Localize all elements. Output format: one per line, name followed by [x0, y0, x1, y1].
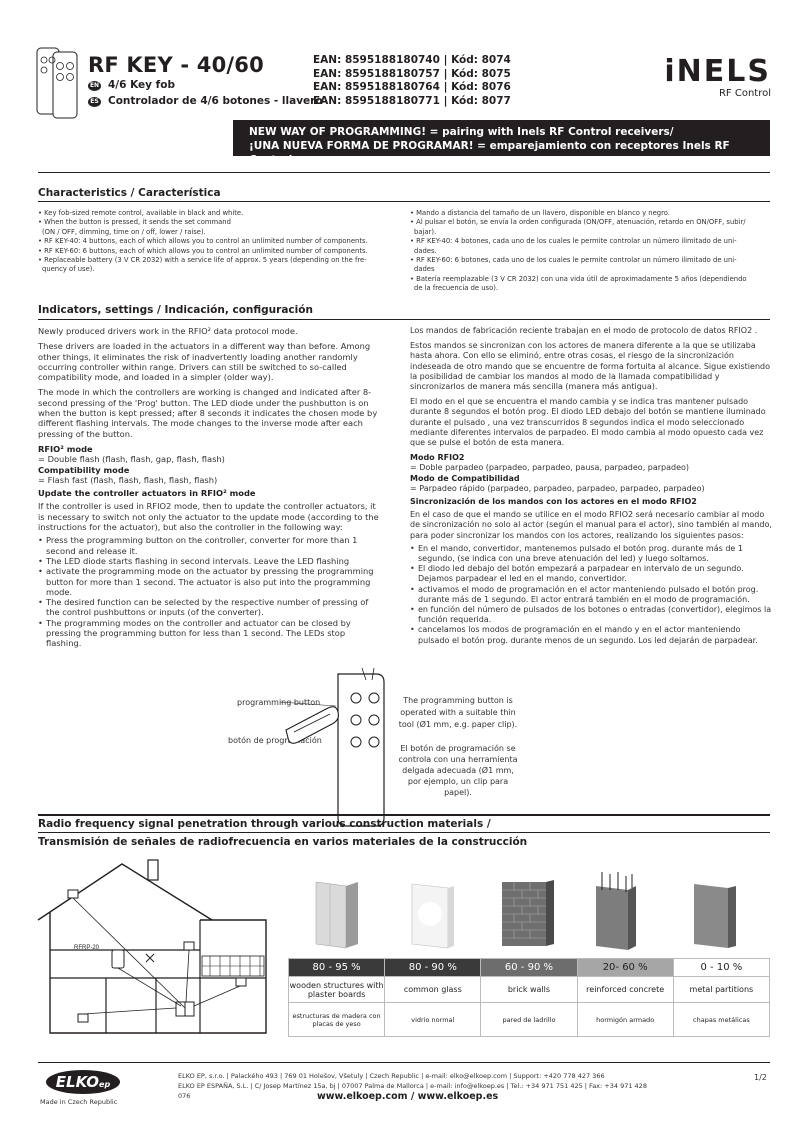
- material-es-cell: vidrio normal: [385, 1003, 481, 1037]
- material-es-cell: pared de ladrillo: [481, 1003, 577, 1037]
- house-signal-diagram: [36, 858, 280, 1036]
- radio-heading-es: Transmisión de señales de radiofrecuencia en varios materiales de la construcción: [38, 836, 528, 848]
- list-item: • Press the programming button on the controller, converter for more than 1 second and release it.: [38, 535, 380, 556]
- divider: [38, 814, 770, 816]
- list-item: • activate the programming mode on the actuator by pressing the programming button for more than 1 second. The actuator is also put into the programming mode.: [38, 566, 380, 597]
- divider: [38, 832, 770, 833]
- list-item: • The programming modes on the controller and actuator can be closed by pressing the programming button for less than 1 second. The LEDs stop flashing.: [38, 618, 380, 649]
- es-flag-badge: ES: [88, 97, 101, 107]
- pct-cell: 0 - 10 %: [673, 959, 769, 977]
- divider: [38, 1062, 770, 1063]
- material-en-cell: wooden structures with plaster boards: [289, 977, 385, 1003]
- pct-cell: 60 - 90 %: [481, 959, 577, 977]
- update-steps-es: [410, 544, 772, 646]
- list-item: • en función del número de pulsados de los botones o entradas (convertidor), elegimos la función requerida.: [410, 605, 772, 625]
- footer-address: ELKO EP, s.r.o. | Palackého 493 | 769 01 Holešov, Všetuly | Czech Republic | e-mail: elko@elkoep.com | Support: +420 778 427 366 ELKO EP ESPAÑA, S.L. | C/ Josep Martínez 15a, bj | 07007 Palma de Mallorca | e-mail: info@elkoep.es | Tel.: +34 971 751 425 | Fax: +34 971 428 076: [178, 1072, 647, 1100]
- indicators-es-column: Los mandos de fabricación reciente trabajan en el modo de protocolo de datos RFIO2 . Estos mandos se sincronizan con los actores de manera diferente a la que se utilizaba hasta ahora. Con ello se eliminó, entre otras cosas, el riesgo de la sincronización indeseada de otro mando que se encuentre de forma fortuita al alcance. Sigue existiendo la posibilidad de cambiar los mandos al modo de la llamada compatibilidad y sincronizarlos de manera más sencilla (manera más antigua). El modo en el que se encuentra el mando cambia y se indica tras mantener pulsado durante 8 segundos el botón prog. El diodo LED debajo del botón se mantiene iluminado durante el pulsado , una vez transcurridos 8 segundos indica el modo seleccionado mediante diferentes intervalos de parpadeo. El modo cambia al modo opuesto cada vez que se pulse el botón de esta manera. Modo RFIO2 = Doble parpadeo (parpadeo, parpadeo, pausa, parpadeo, parpadeo) Modo de Compatibilidad = Parpadeo rápido (parpadeo, parpadeo, parpadeo, parpadeo, parpadeo) Sincronización de los mandos con los actores en el modo RFIO2 En el caso de que el mando se utilice en el modo RFIO2 será necesario cambiar al modo de sincronización no solo al actor (según el manual para el actor), sino también al mando, para poder sincronizar los mandos con los actores, realizando los siguientes pasos: • En el mando, convertidor, mantenemos pulsado el botón prog. durante más de 1 segundo, (se indica con una breve atenuación del led) y luego soltamos. • El diodo led debajo del botón empezará a parpadear en intervalo de un segundo. Dejamos parpadear el led en el mando, convertidor. • activamos el modo de programación en el actor manteniendo pulsado el botón prog. durante más de 1 segundo. El actor entrará también en el modo de programación. • en función del número de pulsados de los botones o entradas (convertidor), elegimos la función requerida. • cancelamos los modos de programación en el mando y en el actor manteniendo pulsado el botón prog. durante menos de un segundo. Los led dejarán de parpadear.: [410, 326, 772, 646]
- characteristics-heading: Characteristics / Característica: [38, 187, 221, 199]
- material-en-cell: brick walls: [481, 977, 577, 1003]
- indicators-heading: Indicators, settings / Indicación, configuración: [38, 304, 313, 316]
- wood-plaster-image: [312, 878, 362, 950]
- ean-codes: EAN: 8595188180740 | Kód: 8074 EAN: 8595188180757 | Kód: 8075 EAN: 8595188180764 | Kód: 8076 EAN: 8595188180771 | Kód: 8077: [313, 54, 511, 107]
- list-item: • El diodo led debajo del botón empezará a parpadear en intervalo de un segundo. Dejamos parpadear el led en el mando, convertidor.: [410, 564, 772, 584]
- made-in-label: Made in Czech Republic: [40, 1098, 118, 1106]
- elko-logo: ELKOep: [46, 1070, 120, 1094]
- material-es-cell: chapas metálicas: [673, 1003, 769, 1037]
- brick-wall-image: [498, 878, 558, 950]
- key-fob-product-image: [36, 46, 82, 120]
- list-item: • The LED diode starts flashing in second intervals. Leave the LED flashing: [38, 556, 380, 566]
- divider: [38, 319, 770, 320]
- reinforced-concrete-image: [590, 870, 642, 952]
- materials-table: [288, 958, 770, 1037]
- page-title: RF KEY - 40/60: [88, 53, 264, 77]
- material-en-cell: metal partitions: [673, 977, 769, 1003]
- update-steps-en: [38, 535, 380, 648]
- subtitle-en: EN 4/6 Key fob: [89, 79, 175, 91]
- material-es-cell: hormigón armado: [577, 1003, 673, 1037]
- website-link[interactable]: www.elkoep.com / www.elkoep.es: [317, 1091, 499, 1102]
- programming-note-en: The programming button is operated with a suitable thin tool (Ø1 mm, e.g. paper clip).: [398, 696, 518, 729]
- subtitle-es: ES Controlador de 4/6 botones - llavero: [88, 95, 323, 107]
- material-en-cell: reinforced concrete: [577, 977, 673, 1003]
- list-item: • The desired function can be selected by the respective number of pressing of the control pushbuttons or inputs (of the converter).: [38, 597, 380, 618]
- divider: [38, 201, 770, 202]
- material-es-cell: estructuras de madera con placas de yeso: [289, 1003, 385, 1037]
- list-item: • cancelamos los modos de programación en el mando y en el actor manteniendo pulsado el botón prog. durante menos de un segundo. Los led dejarán de parpadear.: [410, 625, 772, 645]
- programming-button-label: programming button: [237, 698, 321, 707]
- pct-cell: 20- 60 %: [577, 959, 673, 977]
- metal-partition-image: [690, 880, 740, 950]
- en-flag-badge: EN: [89, 82, 100, 89]
- house-label: RFRP-20: [74, 945, 100, 951]
- pct-cell: 80 - 95 %: [289, 959, 385, 977]
- page-number: 1/2: [754, 1073, 767, 1082]
- radio-heading-en: Radio frequency signal penetration through various construction materials /: [38, 818, 491, 830]
- list-item: • activamos el modo de programación en el actor manteniendo pulsado el botón prog. durante más de 1 segundo. El actor entrará también en el modo de programación.: [410, 585, 772, 605]
- characteristics-en: • Key fob-sized remote control, available in black and white. • When the button is pressed, it sends the set command (ON / OFF, dimming, time on / off, lower / raise). • RF KEY-40: 4 buttons, each of which allows you to control an unlimited number of components. • RF KEY-60: 6 buttons, each of which allows you to control an unlimited number of components. • Replaceable battery (3 V CR 2032) with a service life of approx. 5 years (depending on the fre- quency of use).: [38, 209, 368, 274]
- glass-image: [408, 880, 458, 950]
- programming-button-label-es: botón de programación: [228, 736, 322, 745]
- material-en-cell: common glass: [385, 977, 481, 1003]
- divider: [38, 172, 770, 173]
- list-item: • En el mando, convertidor, mantenemos pulsado el botón prog. durante más de 1 segundo, (se indica con una breve atenuación del led) y luego soltamos.: [410, 544, 772, 564]
- programming-note-es: El botón de programación se controla con una herramienta delgada adecuada (Ø1 mm, por ejemplo, un clip para papel).: [398, 744, 518, 797]
- characteristics-es: • Mando a distancia del tamaño de un llavero, disponible en blanco y negro. • Al pulsar el botón, se envía la orden configurada (ON/OFF, atenuación, retardo en ON/OFF, subir/ bajar). • RF KEY-40: 4 botones, cada uno de los cuales le permite controlar un número ilimitado de uni- dades. • RF KEY-60: 6 botones, cada uno de los cuales le permite controlar un número ilimitado de uni- dades • Batería reemplazable (3 V CR 2032) con una vida útil de aproximadamente 5 años (dependiendo de la frecuencia de uso).: [410, 209, 747, 293]
- indicators-en-column: Newly produced drivers work in the RFIO² data protocol mode. These drivers are loaded in the actuators in a different way than before. Among other things, it eliminates the risk of inadvertently loading another randomly occurring controller within range. Drivers can still be switched to so-called compatibility mode, and loaded in a simpler (older way). The mode in which the controllers are working is changed and indicated after 8-second pressing of the 'Prog' button. The LED diode under the pushbutton is on when the button is kept pressed; after 8 seconds it indicates the chosen mode by different flashing intervals. The mode changes to the inverse mode after each pressing of the button. RFIO² mode = Double flash (flash, flash, gap, flash, flash) Compatibility mode = Flash fast (flash, flash, flash, flash, flash) Update the controller actuators in RFIO² mode If the controller is used in RFIO2 mode, then to update the controller actuators, it is necessary to switch not only the actuator to the update mode (according to the instructions for the actuator), but also the controller in the following way: • Press the programming button on the controller, converter for more than 1 second and release it. • The LED diode starts flashing in second intervals. Leave the LED flashing • activate the programming mode on the actuator by pressing the programming button for more than 1 second. The actuator is also put into the programming mode. • The desired function can be selected by the respective number of pressing of the control pushbuttons or inputs (of the converter). • The programming modes on the controller and actuator can be closed by pressing the programming button for less than 1 second. The LEDs stop flashing.: [38, 326, 380, 649]
- keyfob-programming-illustration: [280, 668, 392, 828]
- programming-banner: NEW WAY OF PROGRAMMING! = pairing with Inels RF Control receivers/ ¡UNA NUEVA FORMA DE PROGRAMAR! = emparejamiento con receptores Inels RF Control: [233, 120, 770, 156]
- brand-logo: iNELS RF Control: [664, 54, 771, 99]
- pct-cell: 80 - 90 %: [385, 959, 481, 977]
